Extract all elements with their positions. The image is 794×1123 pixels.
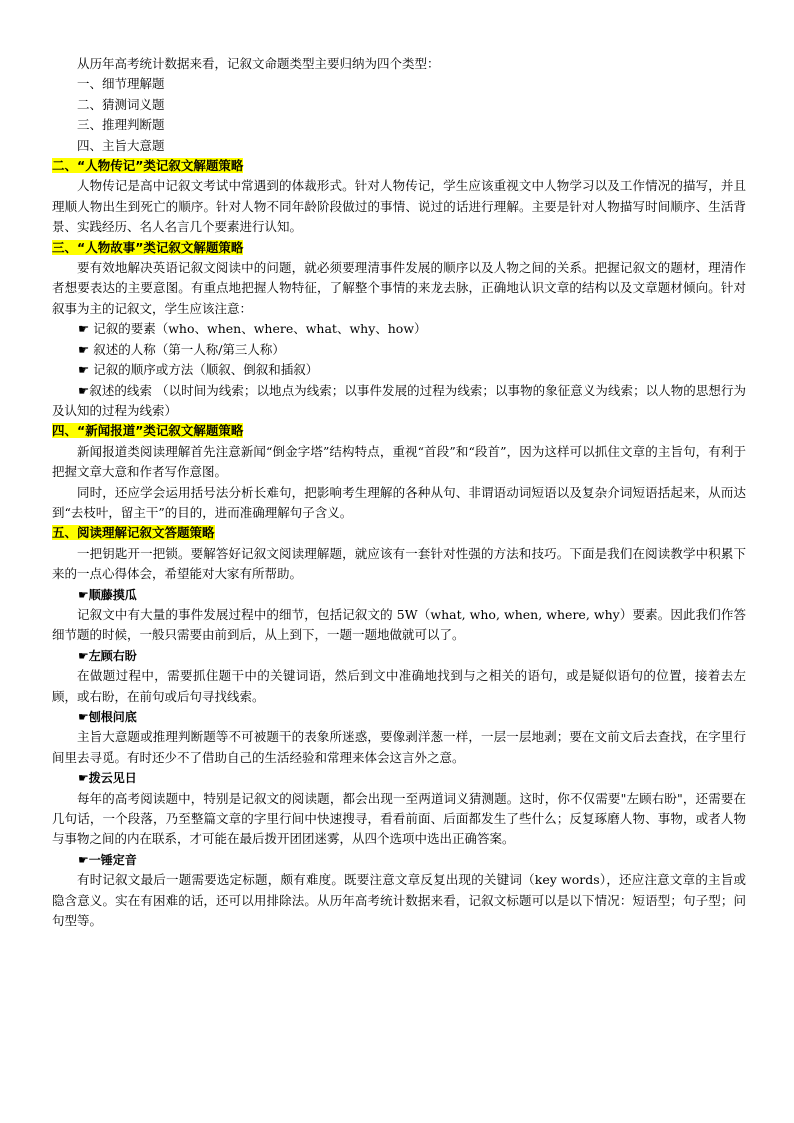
strategy-title: ☛拨云见日 — [78, 771, 137, 786]
intro-text: 从历年高考统计数据来看，记叙文命题类型主要归纳为四个类型： — [77, 56, 440, 71]
biography-paragraph: 人物传记是高中记叙文考试中常遇到的体裁形式。针对人物传记，学生应该重视文中人物学习以及工作情况的描写，并且理顺人物出生到死亡的顺序。针对人物不同年龄阶段做过的事情、说过的话进行理解。主要是针对人物描写时间顺序、生活背景、实践经历、名人名言几个要素进行认知。 — [52, 178, 746, 235]
bullet-item — [52, 340, 746, 360]
bullet-text: 叙述的人称（第一人称/第三人称） — [93, 341, 285, 357]
strategy-title: ☛一锤定音 — [78, 852, 137, 867]
bullet-item — [52, 319, 746, 339]
heading-text: 二、“人物传记”类记叙文解题策略 — [52, 158, 244, 174]
document — [52, 54, 746, 931]
section-heading-story — [52, 238, 746, 258]
bullet-text: 叙述的线索 （以时间为线索；以地点为线索；以事件发展的过程为线索；以事物的象征意义为线索；以人物的思想行为及认知的过程为线索） — [52, 382, 746, 418]
section-heading-biography — [52, 156, 746, 176]
pointing-hand-icon: ☛ — [78, 382, 90, 398]
bullet-item — [26, 381, 746, 422]
story-paragraph: 要有效地解决英语记叙文阅读中的问题，就必须要理清事件发展的顺序以及人物之间的关系。把握记叙文的题材，理清作者想要表达的主要意图。有重点地把握人物特征，了解整个事情的来龙去脉，正确地认识文章的结构以及文章题材倾向。针对叙事为主的记叙文，学生应该注意： — [52, 260, 746, 316]
bullet-text: 记叙的要素（who、when、where、what、why、how） — [93, 321, 427, 337]
type-item-3: 三、推理判断题 — [77, 117, 165, 133]
section-heading-news — [52, 421, 746, 441]
strategy-body: 有时记叙文最后一题需要选定标题，颇有难度。既要注意文章反复出现的关键词（key words），还应注意文章的主旨或隐含意义。实在有困难的话，还可以用排除法。从历年高考统计数据来看，记叙文标题可以是以下情况：短语型；句子型；问句型等。 — [52, 872, 746, 929]
pointing-hand-icon: ☛ — [78, 341, 90, 357]
bullet-item — [52, 360, 746, 380]
strategy-body: 主旨大意题或推理判断题等不可被题干的表象所迷惑，要像剥洋葱一样，一层一层地剥；要在文前文后去查找，在字里行间里去寻觅。有时还少不了借助自己的生活经验和常理来体会这言外之意。 — [52, 729, 746, 765]
strategy-body: 记叙文中有大量的事件发展过程中的细节，包括记叙文的 5W（what, who, when, where, why）要素。因此我们作答细节题的时候，一般只需要由前到后，从上到下，一题一题地做就可以了。 — [52, 606, 746, 643]
strategy-body: 在做题过程中，需要抓住题干中的关键词语，然后到文中准确地找到与之相关的语句，或是疑似语句的位置，接着去左顾，或右盼，在前句或后句寻找线索。 — [52, 668, 746, 704]
news-paragraph-1: 新闻报道类阅读理解首先注意新闻“倒金字塔”结构特点，重视“首段”和“段首”，因为这样可以抓住文章的主旨句，有利于把握文章大意和作者写作意图。 — [52, 443, 746, 480]
bullet-text: 记叙的顺序或方法（顺叙、倒叙和插叙） — [93, 362, 319, 378]
section-heading-strategy — [52, 523, 746, 543]
strategy-title: ☛左顾右盼 — [78, 648, 137, 663]
strategy-title: ☛刨根问底 — [78, 710, 137, 724]
heading-text: 四、“新闻报道”类记叙文解题策略 — [52, 423, 244, 439]
strategy-title: ☛顺藤摸瓜 — [78, 587, 137, 602]
heading-text: 五、阅读理解记叙文答题策略 — [52, 525, 215, 541]
type-item-1: 一、细节理解题 — [77, 76, 165, 92]
type-item-2: 二、猜测词义题 — [77, 96, 165, 112]
heading-text: 三、“人物故事”类记叙文解题策略 — [52, 239, 244, 255]
news-paragraph-2: 同时，还应学会运用括号法分析长难句，把影响考生理解的各种从句、非谓语动词短语以及复杂介词短语括起来，从而达到“去枝叶，留主干”的目的，进而准确理解句子含义。 — [52, 484, 746, 520]
pointing-hand-icon: ☛ — [78, 362, 90, 378]
pointing-hand-icon: ☛ — [78, 321, 90, 337]
strategy-body: 每年的高考阅读题中，特别是记叙文的阅读题，都会出现一至两道词义猜测题。这时，你不仅需要"左顾右盼"，还需要在几句话，一个段落，乃至整篇文章的字里行间中快速搜寻，看看前面、后面都发生了些什么；反复琢磨人物、事物，或者人物与事物之间的内在联系，才可能在最后拨开团团迷雾，从四个选项中选出正确答案。 — [52, 790, 746, 847]
strategy-intro: 一把钥匙开一把锁。要解答好记叙文阅读理解题，就应该有一套针对性强的方法和技巧。下面是我们在阅读教学中积累下来的一点心得体会，希望能对大家有所帮助。 — [52, 545, 746, 582]
type-item-4: 四、主旨大意题 — [77, 137, 165, 153]
